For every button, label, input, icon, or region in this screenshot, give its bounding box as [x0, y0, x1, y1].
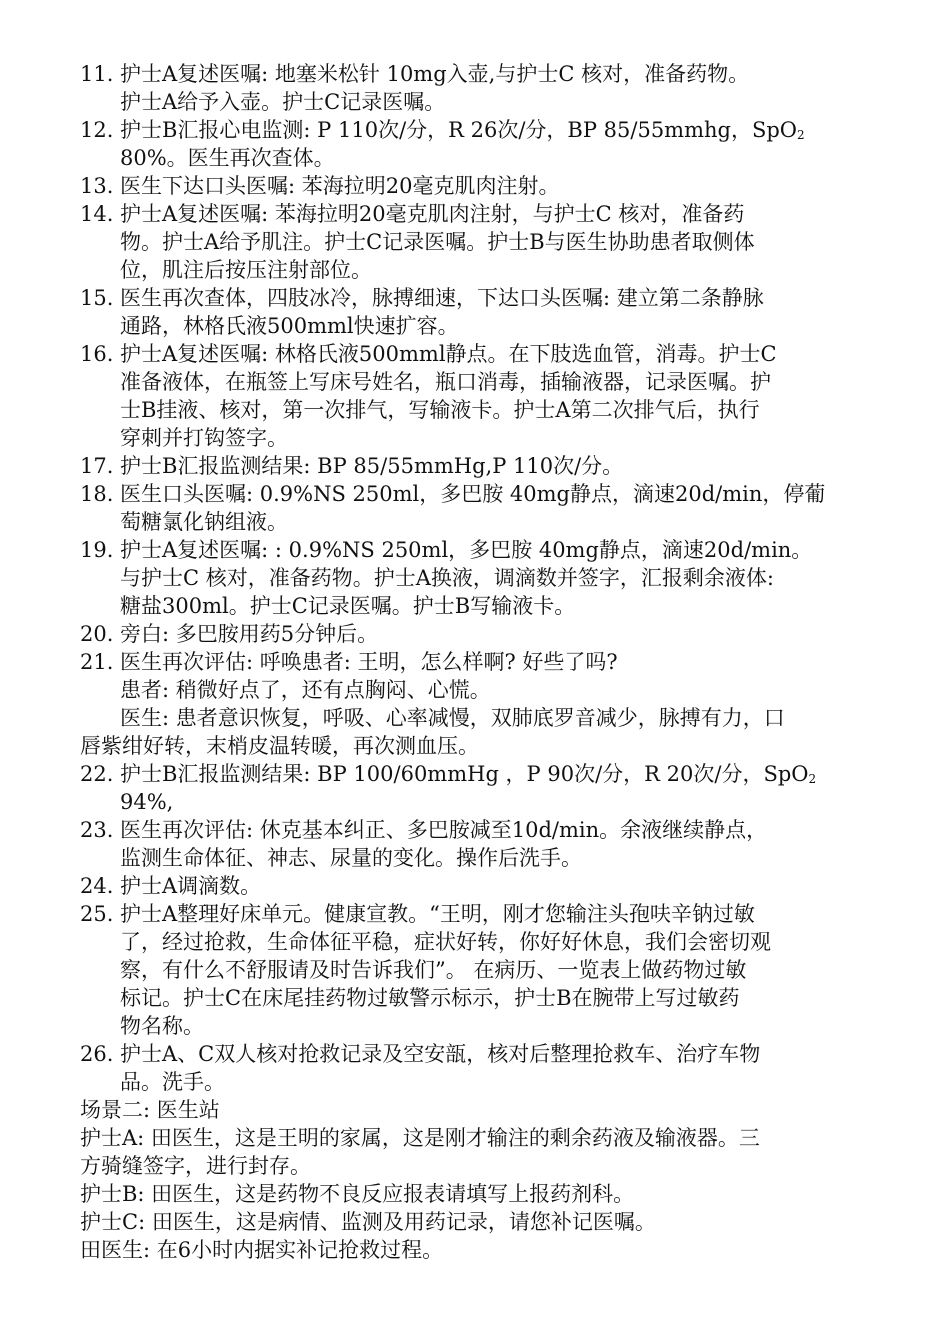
item-number: 26. — [80, 1042, 114, 1066]
item-line: 80%。医生再次查体。 — [120, 146, 335, 170]
item-line: 监测生命体征、神志、尿量的变化。操作后洗手。 — [120, 846, 582, 870]
item-line: 医生口头医嘱: 0.9%NS 250ml，多巴胺 40mg静点，滴速20d/min，停葡 — [120, 482, 826, 506]
item-line: 医生再次查体，四肢冰冷，脉搏细速，下达口头医嘱: 建立第二条静脉 — [120, 286, 764, 310]
item-number: 21. — [80, 650, 114, 674]
dialogue-line: 护士C: 田医生，这是病情、监测及用药记录，请您补记医嘱。 — [80, 1210, 656, 1234]
list-item — [80, 872, 880, 900]
item-line: 患者: 稍微好点了，还有点胸闷、心慌。 — [120, 678, 491, 702]
item-line — [120, 760, 880, 788]
subscript: 2 — [797, 128, 805, 142]
item-line: 穿刺并打钩签字。 — [120, 426, 288, 450]
item-line: 医生再次评估: 呼唤患者: 王明，怎么样啊? 好些了吗? — [120, 650, 618, 674]
list-item — [80, 116, 880, 172]
item-line: 护士A复述医嘱: 地塞米松针 10mg入壶,与护士C 核对，准备药物。 — [120, 62, 750, 86]
item-line: 护士B汇报监测结果: BP 85/55mmHg,P 110次/分。 — [120, 454, 624, 478]
list-item — [80, 284, 880, 340]
item-line: 物。护士A给予肌注。护士C记录医嘱。护士B与医生协助患者取侧体 — [120, 230, 755, 254]
list-item — [80, 536, 880, 620]
list-item — [80, 340, 880, 452]
subscript: 2 — [808, 772, 817, 786]
item-line: 旁白: 多巴胺用药5分钟后。 — [120, 622, 379, 646]
item-line — [120, 116, 880, 144]
item-line: 护士A复述医嘱: 林格氏液500mml静点。在下肢选血管，消毒。护士C — [120, 342, 777, 366]
item-line: 医生下达口头医嘱: 苯海拉明20毫克肌肉注射。 — [120, 174, 560, 198]
item-line: 萄糖氯化钠组液。 — [120, 510, 288, 534]
item-line: 护士A、C双人核对抢救记录及空安瓿，核对后整理抢救车、治疗车物 — [120, 1042, 761, 1066]
item-line: 察，有什么不舒服请及时告诉我们”。 在病历、一览表上做药物过敏 — [120, 958, 747, 982]
item-line: 医生再次评估: 休克基本纠正、多巴胺减至10d/min。余液继续静点， — [120, 818, 768, 842]
list-item — [80, 900, 880, 1040]
item-number: 11. — [80, 62, 114, 86]
item-line: 标记。护士C在床尾挂药物过敏警示标示，护士B在腕带上写过敏药 — [120, 986, 740, 1010]
item-number: 13. — [80, 174, 114, 198]
item-line: 护士A调滴数。 — [120, 874, 262, 898]
list-item — [80, 172, 880, 200]
item-number: 18. — [80, 482, 114, 506]
item-number: 20. — [80, 622, 114, 646]
item-line: 护士A复述医嘱: : 0.9%NS 250ml，多巴胺 40mg静点，滴速20d/min。 — [120, 538, 813, 562]
item-number: 15. — [80, 286, 114, 310]
item-number: 24. — [80, 874, 114, 898]
item-number: 19. — [80, 538, 114, 562]
item-continuation-line: 唇紫绀好转，末梢皮温转暖，再次测血压。 — [80, 734, 479, 758]
item-number: 22. — [80, 762, 114, 786]
section-heading: 场景二: 医生站 — [80, 1098, 220, 1122]
list-item — [80, 200, 880, 284]
dialogue-line: 方骑缝签字，进行封存。 — [80, 1154, 311, 1178]
item-number: 14. — [80, 202, 114, 226]
item-line: 护士A给予入壶。护士C记录医嘱。 — [120, 90, 446, 114]
item-line: 位，肌注后按压注射部位。 — [120, 258, 372, 282]
list-item — [80, 760, 880, 816]
item-line: 品。洗手。 — [120, 1070, 225, 1094]
item-line: 士B挂液、核对，第一次排气，写输液卡。护士A第二次排气后，执行 — [120, 398, 760, 422]
item-line: 与护士C 核对，准备药物。护士A换液，调滴数并签字，汇报剩余液体: — [120, 566, 774, 590]
list-item — [80, 60, 880, 116]
item-number: 12. — [80, 118, 114, 142]
dialogue-line: 田医生: 在6小时内据实补记抢救过程。 — [80, 1238, 444, 1262]
list-item — [80, 480, 880, 536]
list-item — [80, 452, 880, 480]
item-line: 糖盐300ml。护士C记录医嘱。护士B写输液卡。 — [120, 594, 576, 618]
item-line-text: 护士B汇报心电监测: P 110次/分，R 26次/分，BP 85/55mmhg，SpO — [120, 118, 798, 142]
item-line-text: 护士B汇报监测结果: BP 100/60mmHg ，P 90次/分，R 20次/分，SpO — [120, 762, 809, 786]
item-line: 护士A复述医嘱: 苯海拉明20毫克肌肉注射，与护士C 核对，准备药 — [120, 202, 745, 226]
document-page — [80, 60, 880, 1264]
item-line: 医生: 患者意识恢复，呼吸、心率减慢，双肺底罗音减少，脉搏有力，口 — [120, 706, 785, 730]
list-item — [80, 816, 880, 872]
list-item — [80, 620, 880, 648]
item-line: 护士A整理好床单元。健康宣教。“王明，刚才您输注头孢呋辛钠过敏 — [120, 902, 755, 926]
list-item — [80, 648, 880, 732]
item-number: 17. — [80, 454, 114, 478]
item-line: 准备液体，在瓶签上写床号姓名，瓶口消毒，插输液器，记录医嘱。护 — [120, 370, 771, 394]
item-number: 16. — [80, 342, 114, 366]
dialogue-line: 护士B: 田医生，这是药物不良反应报表请填写上报药剂科。 — [80, 1182, 635, 1206]
item-line: 物名称。 — [120, 1014, 204, 1038]
item-line: 94%, — [120, 790, 174, 814]
dialogue-line: 护士A: 田医生，这是王明的家属，这是刚才输注的剩余药液及输液器。三 — [80, 1126, 760, 1150]
item-line: 通路，林格氏液500mml快速扩容。 — [120, 314, 459, 338]
list-item — [80, 1040, 880, 1096]
item-line: 了，经过抢救，生命体征平稳，症状好转，你好好休息，我们会密切观 — [120, 930, 771, 954]
item-number: 23. — [80, 818, 114, 842]
item-number: 25. — [80, 902, 114, 926]
